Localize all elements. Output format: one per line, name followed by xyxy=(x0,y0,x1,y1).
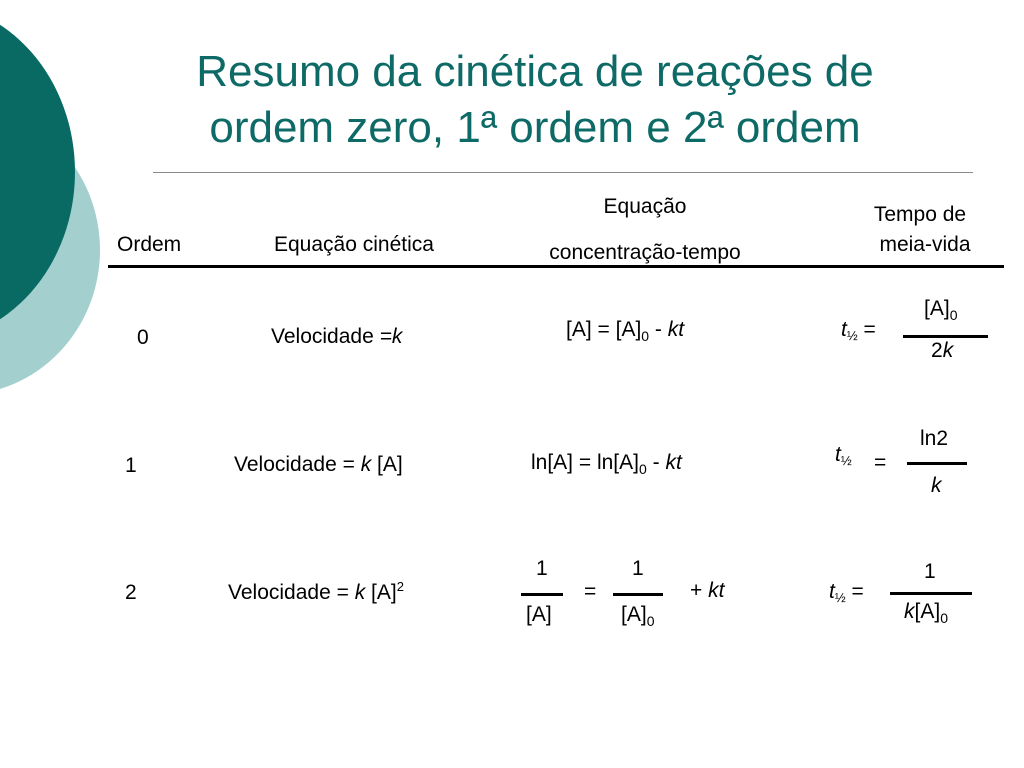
row1-conc-time: $\ln[A] = \ln[A]_0$ - kt xyxy=(531,451,682,477)
row2-rate-law: Velocidade = k $[A]^2$ xyxy=(228,579,404,604)
header-rule xyxy=(108,265,1004,268)
row0-half-life-lhs: t½ = xyxy=(841,318,876,343)
row1-half-life-numerator: ln2 xyxy=(920,427,949,450)
row2-frac1-denominator: [A] xyxy=(526,603,552,626)
title-line-2: ordem zero, 1ª ordem e 2ª ordem xyxy=(209,103,861,152)
title-divider xyxy=(153,172,973,173)
row2-half-life-lhs: t½ = xyxy=(829,580,864,605)
header-order: Ordem xyxy=(117,233,182,256)
row1-half-life-t: t½ xyxy=(835,443,852,468)
slide-title xyxy=(120,44,950,156)
header-conc-time-line1: Equação xyxy=(603,195,687,218)
header-half-life-line1: Tempo de xyxy=(873,203,967,226)
header-rate-law: Equação cinética xyxy=(274,233,434,256)
row1-half-life-equals: = xyxy=(874,451,887,474)
row0-conc-time: $[A] = [A]_0$ - kt xyxy=(566,318,685,344)
row2-conc-time-equals: = xyxy=(584,580,597,603)
row1-order: 1 xyxy=(125,454,137,477)
header-half-life-line2: meia-vida xyxy=(879,233,971,256)
row1-rate-law: Velocidade = k [A] xyxy=(234,453,403,476)
row2-frac2-bar xyxy=(613,593,663,596)
title-line-1: Resumo da cinética de reações de xyxy=(196,47,874,96)
row1-half-life-denominator: k xyxy=(931,474,942,497)
row0-rate-law: Velocidade =k xyxy=(271,325,403,348)
row0-half-life-denominator: 2k xyxy=(931,339,954,362)
row2-order: 2 xyxy=(125,581,137,604)
row0-order: 0 xyxy=(137,326,149,349)
row2-conc-time-kt: + kt xyxy=(690,579,725,602)
row2-frac2-numerator: 1 xyxy=(632,557,644,580)
row0-half-life-fraction-bar xyxy=(903,335,988,338)
row1-half-life-fraction-bar xyxy=(907,462,967,465)
row2-half-life-fraction-bar xyxy=(890,592,972,595)
row0-half-life-numerator: $[A]_0$ xyxy=(924,297,958,323)
row2-frac1-numerator: 1 xyxy=(536,557,548,580)
row2-frac1-bar xyxy=(521,593,563,596)
row2-half-life-numerator: 1 xyxy=(924,560,936,583)
row2-half-life-denominator: $k[A]_0$ xyxy=(904,600,948,626)
row2-frac2-denominator: $[A]_0$ xyxy=(621,603,655,629)
header-conc-time-line2: concentração-tempo xyxy=(549,241,741,264)
